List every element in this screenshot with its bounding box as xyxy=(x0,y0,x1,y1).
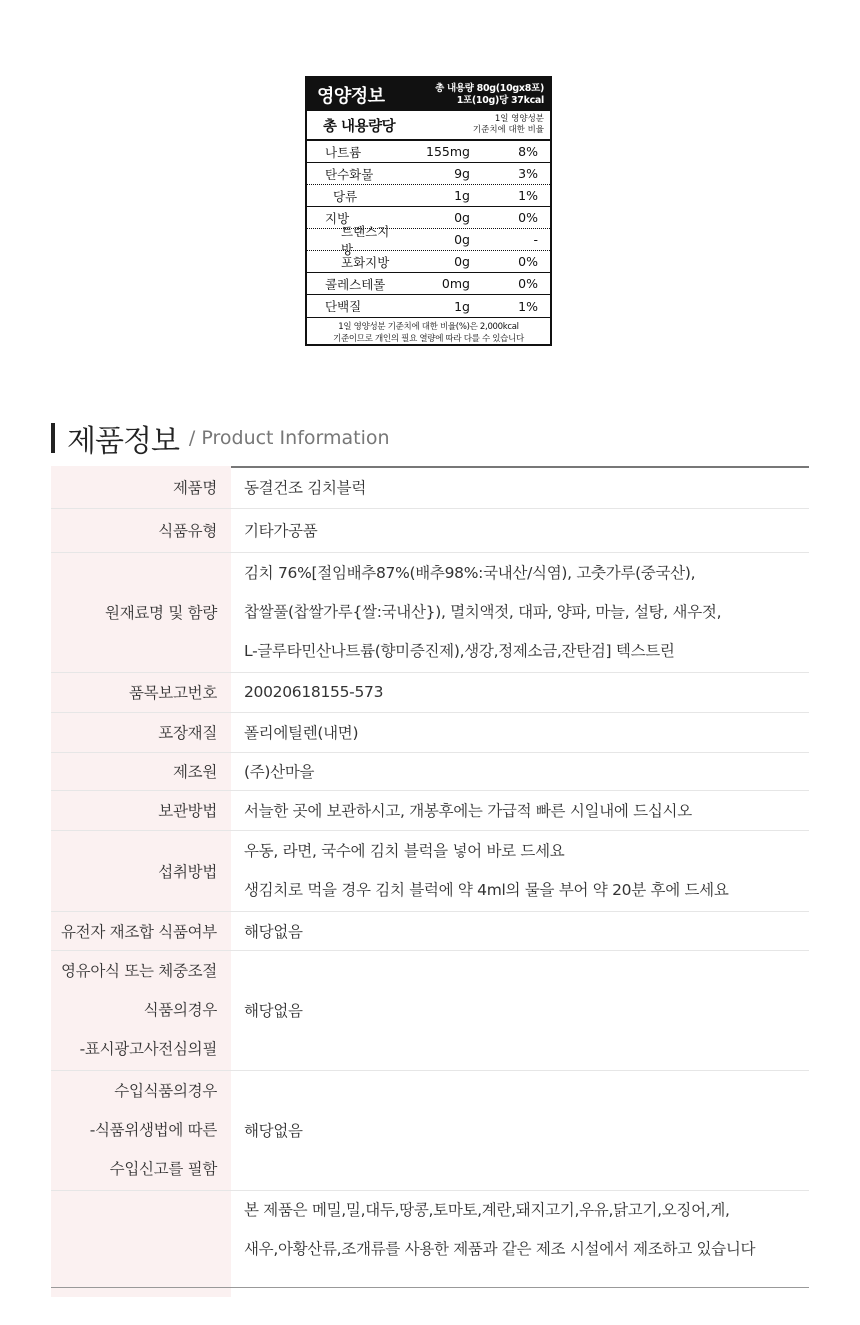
row-label: 유전자 재조합 식품여부 xyxy=(51,911,231,950)
nutrient-row-sodium xyxy=(307,141,550,163)
serving-per-pack: 1포(10g)당 37kcal xyxy=(456,94,544,106)
row-label: 제품명 xyxy=(51,466,231,508)
nutrition-facts-label xyxy=(305,76,552,346)
nutrient-percent: 1% xyxy=(518,298,538,314)
table-row xyxy=(51,672,809,712)
nutrient-row-cholesterol xyxy=(307,273,550,295)
nutrition-subheader xyxy=(307,111,550,141)
table-row xyxy=(51,1070,809,1190)
nutrient-row-protein xyxy=(307,295,550,317)
table-row xyxy=(51,552,809,672)
row-value: 폴리에틸렌(내면) xyxy=(231,712,809,752)
serving-total: 총 내용량 80g(10gx8포) xyxy=(435,82,544,94)
label-line: 수입식품의경우 xyxy=(114,1081,217,1100)
nutrient-name: 콜레스테롤 xyxy=(325,276,386,292)
table-row xyxy=(51,466,809,508)
nutrient-name: 포화지방 xyxy=(341,254,390,270)
nutrient-value: 9g xyxy=(454,166,470,181)
daily-value-note-line2: 기준치에 대한 비율 xyxy=(472,125,544,135)
table-row xyxy=(51,830,809,911)
table-row xyxy=(51,752,809,790)
row-value: 해당없음 xyxy=(231,911,809,950)
row-label xyxy=(51,1190,231,1297)
label-line: 수입신고를 필함 xyxy=(109,1159,217,1178)
row-label: 원재료명 및 함량 xyxy=(51,552,231,672)
nutrient-name: 지방 xyxy=(325,210,350,226)
value-line: 김치 76%[절임배추87%(배추98%:국내산/식염), 고춧가루(중국산), xyxy=(244,563,696,582)
row-value: 20020618155-573 xyxy=(231,672,809,712)
nutrient-name: 트랜스지방 xyxy=(341,223,390,257)
value-line: 본 제품은 메밀,밀,대두,땅콩,토마토,계란,돼지고기,우유,닭고기,오징어,게, xyxy=(244,1200,730,1219)
value-line: 생김치로 먹을 경우 김치 블럭에 약 4ml의 물을 부어 약 20분 후에 드세요 xyxy=(244,880,729,899)
nutrient-percent: 3% xyxy=(518,166,538,181)
row-label: 보관방법 xyxy=(51,790,231,830)
nutrient-percent: 0% xyxy=(518,276,538,291)
value-line: L-글루타민산나트륨(향미증진제),생강,정제소금,잔탄검] 텍스트린 xyxy=(244,641,675,660)
row-value: 해당없음 xyxy=(231,950,809,1070)
row-value: (주)산마을 xyxy=(231,752,809,790)
table-row xyxy=(51,911,809,950)
section-title: 제품정보 xyxy=(67,424,179,459)
row-label: 제조원 xyxy=(51,752,231,790)
table-row xyxy=(51,712,809,752)
row-value: 동결건조 김치블럭 xyxy=(231,466,809,508)
row-label: 품목보고번호 xyxy=(51,672,231,712)
nutrient-value: 0g xyxy=(454,254,470,269)
table-row xyxy=(51,790,809,830)
nutrition-header xyxy=(307,78,550,111)
nutrient-percent: 1% xyxy=(518,188,538,203)
row-label: 포장재질 xyxy=(51,712,231,752)
nutrient-value: 1g xyxy=(454,298,470,314)
row-value: 서늘한 곳에 보관하시고, 개봉후에는 가급적 빠른 시일내에 드십시오 xyxy=(231,790,809,830)
label-line: -식품위생법에 따른 xyxy=(89,1120,217,1139)
nutrient-row-saturated-fat xyxy=(307,251,550,273)
row-value: 기타가공품 xyxy=(231,508,809,552)
row-value xyxy=(231,1190,809,1297)
nutrient-row-carbohydrate xyxy=(307,163,550,185)
nutrient-name: 나트륨 xyxy=(325,144,362,160)
row-value xyxy=(231,830,809,911)
table-row xyxy=(51,950,809,1070)
nutrient-row-trans-fat xyxy=(307,223,550,257)
nutrition-footnote xyxy=(307,317,550,345)
row-label xyxy=(51,950,231,1070)
value-line: 새우,아황산류,조개류를 사용한 제품과 같은 제조 시설에서 제조하고 있습니다 xyxy=(244,1239,756,1258)
table-row xyxy=(51,508,809,552)
row-value xyxy=(231,552,809,672)
table-row xyxy=(51,1190,809,1297)
nutrient-name: 단백질 xyxy=(325,299,362,314)
row-label: 식품유형 xyxy=(51,508,231,552)
daily-value-note xyxy=(473,114,544,136)
nutrient-name: 당류 xyxy=(333,188,358,204)
nutrient-value: 0g xyxy=(454,232,470,247)
daily-value-note-line1: 1일 영양성분 xyxy=(494,114,544,124)
value-line: 우동, 라면, 국수에 김치 블럭을 넣어 바로 드세요 xyxy=(244,841,565,860)
nutrition-title: 영양정보 xyxy=(317,85,385,107)
heading-accent-bar xyxy=(51,423,55,453)
value-line: 찹쌀풀(찹쌀가루{쌀:국내산}), 멸치액젓, 대파, 양파, 마늘, 설탕, 새우젓, xyxy=(244,602,722,621)
nutrient-percent: 8% xyxy=(518,144,538,159)
nutrient-percent: 0% xyxy=(518,210,538,225)
section-subtitle: / Product Information xyxy=(188,427,390,449)
footnote-line1: 1일 영양성분 기준치에 대한 비율(%)은 2,000kcal xyxy=(338,322,519,332)
product-info-heading xyxy=(51,420,390,459)
row-label: 섭취방법 xyxy=(51,830,231,911)
label-line: 영유아식 또는 체중조절 xyxy=(61,961,217,980)
table-bottom-border xyxy=(51,1287,809,1288)
label-line: 식품의경우 xyxy=(143,1000,217,1019)
footnote-line2: 기준이므로 개인의 필요 열량에 따라 다를 수 있습니다 xyxy=(333,334,524,344)
nutrient-value: 0mg xyxy=(441,276,470,291)
product-info-table xyxy=(51,466,809,1297)
label-line: -표시광고사전심의필 xyxy=(79,1039,217,1058)
nutrient-row-sugars xyxy=(307,185,550,207)
nutrient-value: 1g xyxy=(454,188,470,203)
nutrient-percent: - xyxy=(533,232,538,247)
nutrient-value: 155mg xyxy=(426,144,470,159)
row-label xyxy=(51,1070,231,1190)
nutrient-percent: 0% xyxy=(518,254,538,269)
row-value: 해당없음 xyxy=(231,1070,809,1190)
nutrient-name: 탄수화물 xyxy=(325,166,374,182)
nutrient-value: 0g xyxy=(454,210,470,225)
serving-info xyxy=(435,83,544,107)
per-total-label: 총 내용량당 xyxy=(323,118,396,135)
